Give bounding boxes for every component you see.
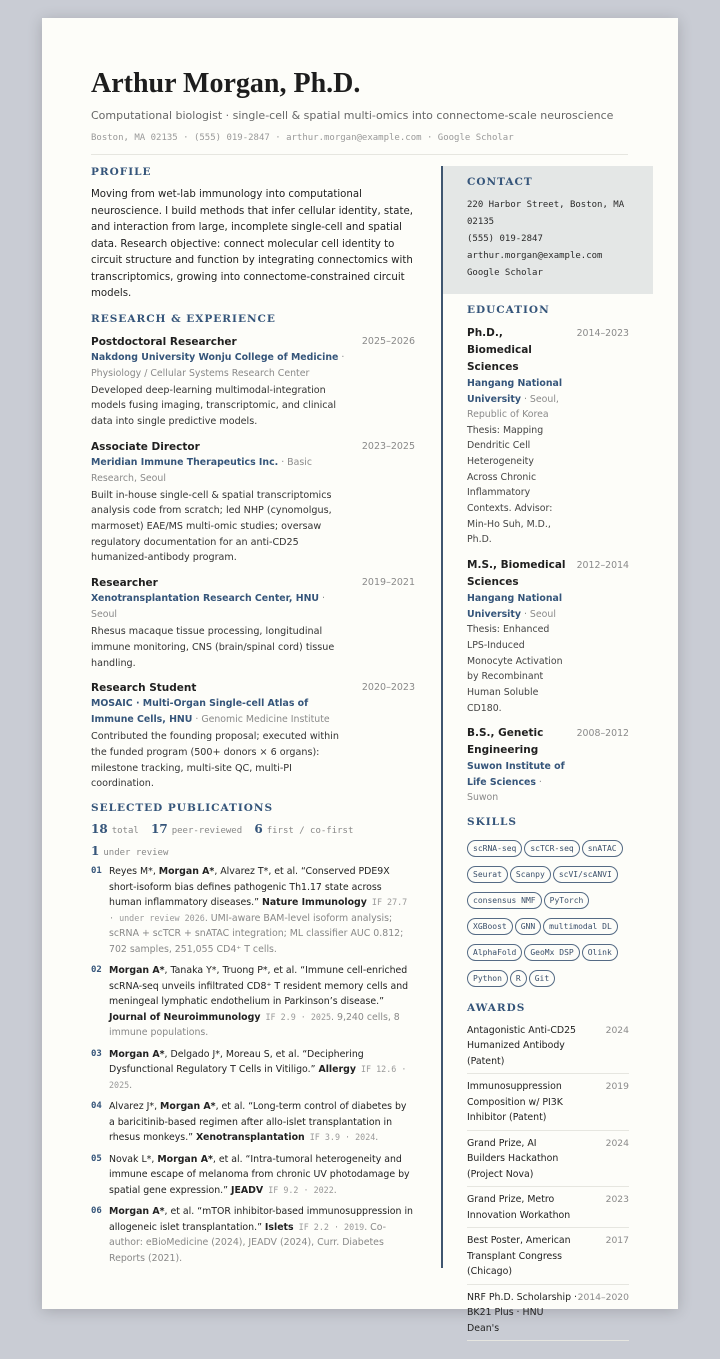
award-title: Grand Prize, Metro Innovation Workathon [467,1194,571,1221]
publications-heading: SELECTED PUBLICATIONS [91,802,274,815]
job-title: Postdoctoral Researcher [91,335,237,348]
award-title: Immunosuppression Composition w/ PI3K Inhibitor (Patent) [467,1081,563,1124]
job-description: Contributed the founding proposal; executed within the funded program (500+ donors × 6 organs): milestone tracking, multi-site QC, multi-PI coordination. [91,731,339,790]
publication-authors-pre: Alvarez J*, [109,1101,161,1113]
contact-heading: CONTACT [467,176,533,188]
degree-date: 2008–2012 [576,728,629,740]
award-title: Grand Prize, AI Builders Hackathon (Project Nova) [467,1137,559,1180]
school-location: · Seoul [520,608,556,620]
education-list [467,325,653,806]
publication-journal: Xenotransplantation [196,1132,305,1144]
publication-item [91,963,415,1041]
publication-number: 04 [91,1101,102,1112]
education-section [443,304,653,1341]
publication-note: . UMI-aware BAM-level isoform analysis; scRNA + scTCR + snATAC integration; ML classifier AUC 0.812; 702 samples, 251,055 CD4⁺ T cells. [109,912,404,955]
education-item [467,557,653,716]
award-date: 2023 [605,1194,629,1206]
skill-chip: XGBoost [467,918,513,935]
stat-under-review: 1 under review [91,844,169,859]
publication-list [91,864,415,1266]
publication-authors-pre: Reyes M*, [109,866,159,878]
publication-text: , Tanaka Y*, Truong P*, et al. “Immune cell-enriched scRNA-seq unveils infiltrated CD8⁺ T resident memory cells and meningeal lymphatic endothelium in Parkinson’s disease.” [109,965,409,1008]
school [467,759,567,806]
sidebar [443,166,653,1341]
thesis-description: Thesis: Enhanced LPS-Induced Monocyte Activation by Recombinant Human Soluble CD180. [467,624,563,714]
school-name: Hangang National University [467,378,563,405]
publication-authors-pre: Novak L*, [109,1153,158,1165]
awards-list [467,1018,653,1342]
skill-chip: consensus NMF [467,892,542,909]
publication-note: . [333,1184,337,1196]
contact-address: 220 Harbor Street, Boston, MA 02135 [467,200,625,227]
award-title: Best Poster, American Transplant Congress (Chicago) [467,1235,571,1278]
organization-unit: · Basic Research, Seoul [91,456,312,484]
contact-box [443,166,653,294]
organization-name: Xenotransplantation Research Center, HNU [91,593,320,605]
publication-journal: Nature Immunology [262,897,367,909]
organization-unit: · Seoul [91,593,325,621]
award-item [467,1074,629,1131]
publication-text: , et al. “Long-term control of diabetes by a baricitinib-based regimen after allo-islet transplantation in rhesus monkeys.” [109,1101,407,1144]
publication-impact: IF 9.2 · 2022 [263,1184,334,1195]
stat-peer-reviewed: 17 peer-reviewed [150,822,243,837]
skill-chip: PyTorch [544,892,590,909]
publication-item [91,864,415,957]
stat-total: 18 total [91,822,139,837]
publication-impact: IF 2.9 · 2025 [260,1011,332,1022]
experience-list [91,334,415,793]
job-title: Associate Director [91,440,200,453]
stat-first-author: 6 first / co-first [254,822,354,837]
skill-chip: scVI/scANVI [553,866,618,883]
job-date: 2019–2021 [361,577,415,589]
degree-date: 2014–2023 [576,328,629,339]
publication-note: . [375,1132,379,1144]
job-title: Researcher [91,577,158,590]
publication-number: 01 [91,866,102,877]
skill-chip: Seurat [467,866,508,883]
publication-journal: Islets [264,1221,294,1233]
degree-title: M.S., Biomedical Sciences [467,559,566,589]
skill-chip: scRNA-seq [467,840,522,857]
skill-chip: AlphaFold [467,944,522,961]
contact-scholar-link[interactable]: Google Scholar [467,268,543,278]
award-date: 2024 [605,1137,629,1149]
degree-date: 2012–2014 [576,560,629,572]
degree-title: B.S., Genetic Engineering [467,727,544,757]
publication-journal: Allergy [318,1064,356,1076]
publication-number: 05 [91,1153,102,1164]
skill-chip: GNN [515,918,541,935]
publication-impact: IF 12.6 · 2025 [109,1064,407,1090]
publication-impact: IF 3.9 · 2024 [304,1132,376,1143]
school-name: Hangang National University [467,593,563,620]
award-date: 2014–2020 [577,1291,629,1303]
publication-item [91,1099,415,1146]
award-item [467,1228,629,1285]
publication-item [91,1047,415,1094]
award-item [467,1131,629,1188]
award-date: 2017 [605,1235,629,1247]
school [467,591,567,622]
skill-chip: Scanpy [510,866,551,883]
job-organization [91,696,351,728]
organization-name: Nakdong University Wonju College of Medicine [91,351,339,363]
skills-heading: SKILLS [467,815,517,828]
publication-note: . [129,1079,133,1091]
job-description: Developed deep-learning multimodal-integration models fusing imaging, transcriptomic, and clinical data into single predictive models. [91,384,337,427]
publication-text: , Alvarez T*, et al. “Conserved PDE9X short-isoform bias defines pathogenic Th1.17 state across human inflammatory diseases.” [109,866,390,909]
skill-chip: GeoMx DSP [524,944,579,961]
job-title: Research Student [91,682,197,695]
award-date: 2019 [605,1081,629,1093]
publication-number: 06 [91,1206,102,1217]
experience-item [91,680,415,792]
award-item [467,1187,629,1228]
skill-chip: Olink [582,944,618,961]
organization-unit: · Physiology / Cellular Systems Research Center [91,351,345,379]
education-item [467,725,653,806]
skill-chip: Git [529,970,555,987]
resume-page [42,18,678,1334]
contact-phone: (555) 019-2847 [467,234,543,244]
organization-unit: · Genomic Medicine Institute [192,714,330,726]
publication-self-author: Morgan A* [158,866,215,878]
degree-title: Ph.D., Biomedical Sciences [467,327,532,373]
contact-email[interactable]: arthur.morgan@example.com [467,251,603,261]
school-location: · Seoul, Republic of Korea [467,393,559,420]
award-item [467,1285,629,1342]
experience-heading: RESEARCH & EXPERIENCE [91,312,276,325]
publication-number: 03 [91,1048,102,1059]
publication-self-author: Morgan A* [160,1101,216,1113]
award-date: 2024 [605,1024,629,1036]
skill-chip: Python [467,970,508,987]
organization-name: MOSAIC · Multi-Organ Single-cell Atlas of Immune Cells, HNU [91,698,309,726]
experience-item [91,439,415,567]
publication-self-author: Morgan A* [157,1153,213,1165]
job-organization [91,591,351,623]
publication-self-author: Morgan A* [109,1206,165,1218]
experience-item [91,334,415,430]
job-date: 2025–2026 [361,335,415,347]
publication-self-author: Morgan A* [109,1048,165,1060]
job-date: 2023–2025 [361,440,415,452]
education-item [467,325,653,548]
publication-number: 02 [91,965,102,976]
award-title: Antagonistic Anti-CD25 Humanized Antibody (Patent) [467,1024,577,1067]
job-organization [91,455,351,487]
publication-note: . Co-author: eBioMedicine (2024), JEADV (2024), Curr. Diabetes Reports (2021). [109,1221,387,1264]
publication-journal: Journal of Neuroimmunology [109,1011,261,1023]
award-title: NRF Ph.D. Scholarship · BK21 Plus · HNU Dean's [467,1291,577,1334]
profile-text: Moving from wet-lab immunology into computational neuroscience. I build methods that infer cellular identity, state, and interaction from large, incomplete single-cell and spatial data. Research objective: connect molecular cell identity to circuit structure and function by integrating connectomics with transcriptomics, growing into connectome-constrained circuit models. [91,189,413,299]
organization-name: Meridian Immune Therapeutics Inc. [91,456,279,468]
main-column [91,166,415,1266]
publication-text: , et al. “Intra-tumoral heterogeneity and immune escape of melanoma from chronic UV photodamage by spatial gene expression.” [109,1153,410,1196]
skill-chip: multimodal DL [543,918,618,935]
school [467,376,567,423]
skill-chip: snATAC [582,840,623,857]
publication-journal: JEADV [230,1184,264,1196]
skill-chip: R [510,970,527,987]
job-organization [91,350,351,382]
skills-list [467,836,627,992]
award-item [467,1018,629,1075]
header-divider [91,154,628,155]
school-location: · Suwon [467,776,542,804]
job-description: Built in-house single-cell & spatial transcriptomics analysis code from scratch; led NHP (cynomolgus, marmoset) EAE/MS multi-omic studies; oversaw regulatory documentation for an anti-CD25 humanized-antibody program. [91,489,332,564]
tagline: Computational biologist · single-cell & spatial multi-omics into connectome-scale neuroscience [91,109,614,122]
skill-chip: scTCR-seq [524,840,579,857]
thesis-description: Thesis: Mapping Dendritic Cell Heterogeneity Across Chronic Inflammatory Contexts. Advisor: Min-Ho Suh, M.D., Ph.D. [467,424,553,546]
experience-item [91,575,415,671]
publication-stats [91,822,415,858]
school-name: Suwon Institute of Life Sciences [467,761,565,788]
publication-impact: IF 2.2 · 2019 [293,1221,365,1232]
page-title: Arthur Morgan, Ph.D. [91,68,361,99]
publication-impact: IF 27.7 · under review 2026 [109,897,408,923]
awards-heading: AWARDS [467,1001,526,1014]
publication-text: , Delgado J*, Moreau S, et al. “Deciphering Dysfunctional Regulatory T Cells in Vitiligo.” [109,1048,364,1076]
publication-self-author: Morgan A* [109,965,165,977]
profile-heading: PROFILE [91,166,152,178]
contact-line: Boston, MA 02135 · (555) 019-2847 · arthur.morgan@example.com · Google Scholar [91,133,514,143]
education-heading: EDUCATION [467,304,550,316]
publication-text: , et al. “mTOR inhibitor-based immunosuppression in allogeneic islet transplantation.” [109,1206,413,1233]
publication-item [91,1152,415,1199]
job-description: Rhesus macaque tissue processing, longitudinal immune monitoring, CNS (brain/spinal cord) tissue handling. [91,626,335,669]
publication-item [91,1204,415,1266]
publication-note: . 9,240 cells, 8 immune populations. [109,1011,400,1039]
job-date: 2020–2023 [361,682,415,694]
